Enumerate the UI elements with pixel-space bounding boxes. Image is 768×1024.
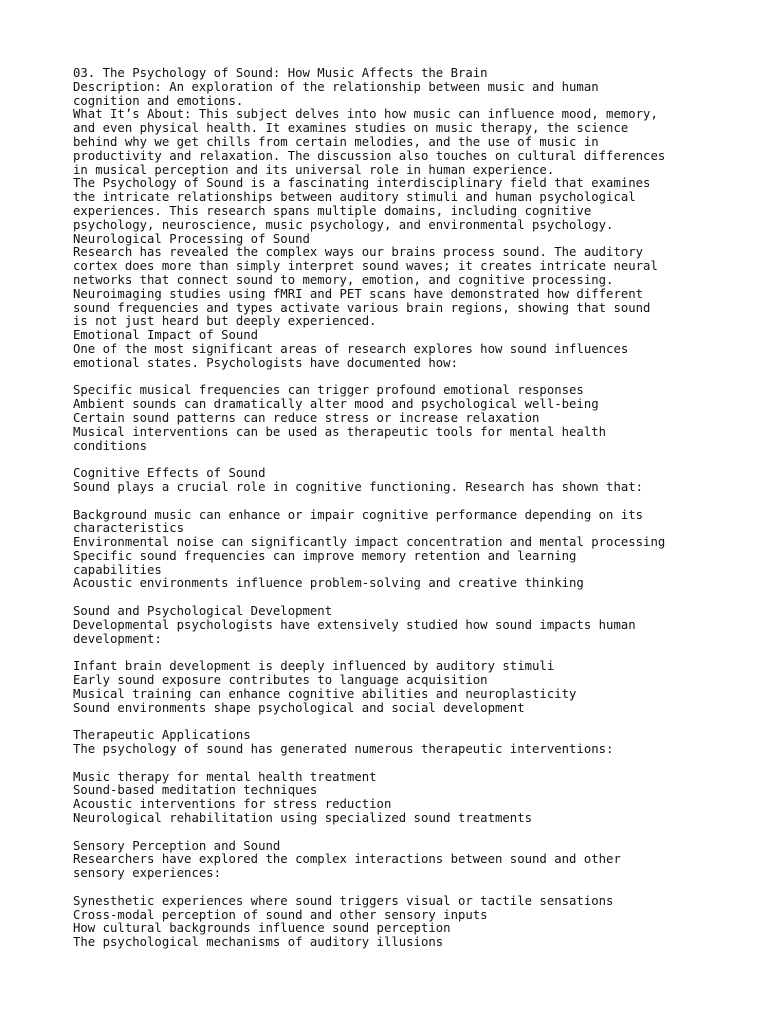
list-item: Background music can enhance or impair cognitive performance depending on its bbox=[73, 507, 644, 522]
blank-line bbox=[73, 591, 753, 605]
neuro-body-line: sound frequencies and types activate various brain regions, showing that sound bbox=[73, 300, 651, 315]
list-item: Ambient sounds can dramatically alter mood and psychological well-being bbox=[73, 397, 599, 412]
section-heading-cognitive: Cognitive Effects of Sound bbox=[73, 466, 266, 481]
section-heading-neuro: Neurological Processing of Sound bbox=[73, 231, 310, 246]
sensory-intro-line: Researchers have explored the complex interactions between sound and other bbox=[73, 852, 621, 867]
intro-line: experiences. This research spans multiple domains, including cognitive bbox=[73, 203, 592, 218]
list-item: Specific musical frequencies can trigger profound emotional responses bbox=[73, 383, 584, 398]
list-item: The psychological mechanisms of auditory illusions bbox=[73, 935, 444, 950]
list-item: characteristics bbox=[73, 521, 185, 536]
section-heading-emotional: Emotional Impact of Sound bbox=[73, 328, 259, 343]
list-item: Acoustic environments influence problem-solving and creative thinking bbox=[73, 576, 584, 591]
list-item: Cross-modal perception of sound and other sensory inputs bbox=[73, 907, 488, 922]
list-item: conditions bbox=[73, 438, 148, 453]
list-item: Synesthetic experiences where sound triggers visual or tactile sensations bbox=[73, 893, 614, 908]
sensory-intro-line: sensory experiences: bbox=[73, 866, 222, 881]
blank-line bbox=[73, 495, 753, 509]
neuro-body-line: is not just heard but deeply experienced. bbox=[73, 314, 377, 329]
blank-line bbox=[73, 757, 753, 771]
about-line: behind why we get chills from certain melodies, and the use of music in bbox=[73, 134, 599, 149]
blank-line bbox=[73, 646, 753, 660]
list-item: Acoustic interventions for stress reduction bbox=[73, 797, 392, 812]
list-item: Sound environments shape psychological and social development bbox=[73, 700, 525, 715]
list-item: Neurological rehabilitation using specialized sound treatments bbox=[73, 811, 533, 826]
list-item: Infant brain development is deeply influenced by auditory stimuli bbox=[73, 659, 555, 674]
about-line: What It’s About: This subject delves into how music can influence mood, memory, bbox=[73, 107, 658, 122]
list-item: Sound-based meditation techniques bbox=[73, 783, 318, 798]
blank-line bbox=[73, 881, 753, 895]
about-line: and even physical health. It examines studies on music therapy, the science bbox=[73, 121, 629, 136]
document-page bbox=[73, 67, 753, 950]
cognitive-intro-line: Sound plays a crucial role in cognitive functioning. Research has shown that: bbox=[73, 479, 644, 494]
neuro-body-line: Research has revealed the complex ways our brains process sound. The auditory bbox=[73, 245, 644, 260]
list-item: Environmental noise can significantly impact concentration and mental processing bbox=[73, 535, 666, 550]
list-item: Musical interventions can be used as therapeutic tools for mental health bbox=[73, 424, 607, 439]
list-item: Musical training can enhance cognitive abilities and neuroplasticity bbox=[73, 686, 577, 701]
intro-line: psychology, neuroscience, music psychology, and environmental psychology. bbox=[73, 217, 614, 232]
about-line: productivity and relaxation. The discussion also touches on cultural differences bbox=[73, 148, 666, 163]
intro-line: the intricate relationships between auditory stimuli and human psychological bbox=[73, 190, 636, 205]
development-intro-line: development: bbox=[73, 631, 162, 646]
description-line: Description: An exploration of the relationship between music and human bbox=[73, 79, 599, 94]
list-item: Music therapy for mental health treatment bbox=[73, 769, 377, 784]
about-line: in musical perception and its universal role in human experience. bbox=[73, 162, 555, 177]
description-line: cognition and emotions. bbox=[73, 93, 244, 108]
list-item: Early sound exposure contributes to language acquisition bbox=[73, 673, 488, 688]
neuro-body-line: cortex does more than simply interpret sound waves; it creates intricate neural bbox=[73, 259, 658, 274]
emotional-intro-line: One of the most significant areas of research explores how sound influences bbox=[73, 341, 629, 356]
list-item: Certain sound patterns can reduce stress or increase relaxation bbox=[73, 410, 540, 425]
neuro-body-line: Neuroimaging studies using fMRI and PET scans have demonstrated how different bbox=[73, 286, 644, 301]
section-heading-development: Sound and Psychological Development bbox=[73, 604, 333, 619]
therapeutic-intro-line: The psychology of sound has generated numerous therapeutic interventions: bbox=[73, 742, 614, 757]
blank-line bbox=[73, 826, 753, 840]
section-heading-sensory: Sensory Perception and Sound bbox=[73, 838, 281, 853]
document-title: 03. The Psychology of Sound: How Music Affects the Brain bbox=[73, 66, 488, 80]
intro-line: The Psychology of Sound is a fascinating interdisciplinary field that examines bbox=[73, 176, 651, 191]
list-item: Specific sound frequencies can improve memory retention and learning bbox=[73, 548, 577, 563]
development-intro-line: Developmental psychologists have extensively studied how sound impacts human bbox=[73, 617, 636, 632]
blank-line bbox=[73, 715, 753, 729]
section-heading-therapeutic: Therapeutic Applications bbox=[73, 728, 251, 743]
blank-line bbox=[73, 453, 753, 467]
neuro-body-line: networks that connect sound to memory, emotion, and cognitive processing. bbox=[73, 272, 614, 287]
blank-line bbox=[73, 371, 753, 385]
list-item: How cultural backgrounds influence sound perception bbox=[73, 921, 451, 936]
list-item: capabilities bbox=[73, 562, 162, 577]
emotional-intro-line: emotional states. Psychologists have documented how: bbox=[73, 355, 458, 370]
